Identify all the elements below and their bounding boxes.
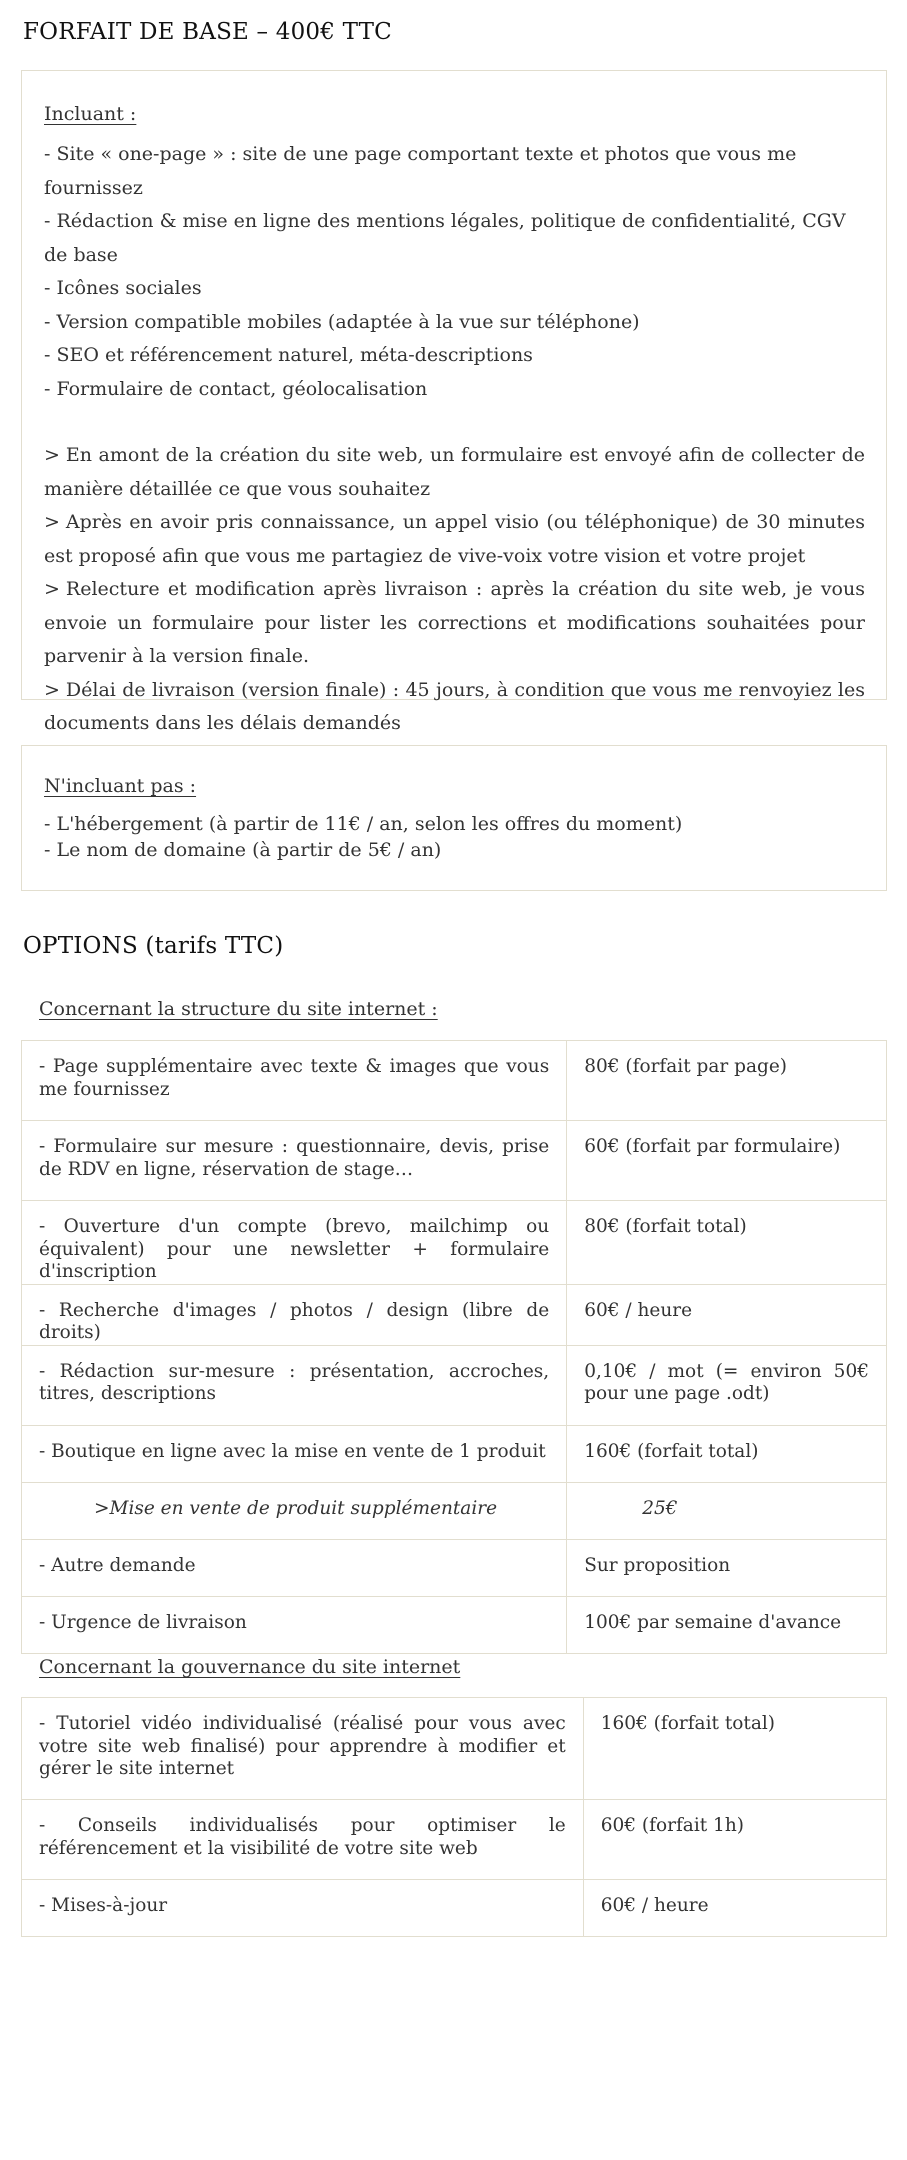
options-title: OPTIONS (tarifs TTC) (23, 933, 284, 959)
including-item: - SEO et référencement naturel, méta-descriptions (44, 344, 533, 366)
structure-subtitle: Concernant la structure du site internet : (39, 998, 438, 1020)
table-row (22, 1880, 887, 1937)
option-price: 60€ (forfait par formulaire) (567, 1121, 887, 1201)
option-price: 25€ (567, 1482, 887, 1539)
table-row (22, 1201, 887, 1285)
table-row (22, 1345, 887, 1425)
including-label: Incluant : (44, 103, 137, 125)
including-item: - Site « one-page » : site de une page comportant texte et photos que vous me fournissez (44, 143, 797, 199)
option-price: 60€ / heure (567, 1284, 887, 1345)
option-price: 160€ (forfait total) (583, 1698, 886, 1800)
option-price: 0,10€ / mot (= environ 50€ pour une page .odt) (567, 1345, 887, 1425)
table-row (22, 1800, 887, 1880)
option-description: - Rédaction sur-mesure : présentation, accroches, titres, descriptions (22, 1345, 567, 1425)
option-description: - Autre demande (22, 1539, 567, 1596)
excluding-label: N'incluant pas : (44, 775, 197, 797)
option-price: 80€ (forfait total) (567, 1201, 887, 1285)
excluding-item: - Le nom de domaine (à partir de 5€ / an) (44, 839, 442, 861)
including-item: - Rédaction & mise en ligne des mentions légales, politique de confidentialité, CGV de base (44, 210, 846, 266)
table-row (22, 1539, 887, 1596)
option-description: - Formulaire sur mesure : questionnaire, devis, prise de RDV en ligne, réservation de stage… (22, 1121, 567, 1201)
option-price: 100€ par semaine d'avance (567, 1596, 887, 1653)
process-step: > Relecture et modification après livraison : après la création du site web, je vous envoie un formulaire pour lister les corrections et modifications souhaitées pour parvenir à la version finale. (44, 578, 865, 667)
excluding-box (21, 745, 887, 891)
option-price: 80€ (forfait par page) (567, 1041, 887, 1121)
governance-subtitle: Concernant la gouvernance du site internet (39, 1656, 461, 1678)
excluding-item: - L'hébergement (à partir de 11€ / an, selon les offres du moment) (44, 813, 683, 835)
option-description: - Conseils individualisés pour optimiser le référencement et la visibilité de votre site web (22, 1800, 584, 1880)
forfait-title: FORFAIT DE BASE – 400€ TTC (23, 19, 392, 45)
option-description: >Mise en vente de produit supplémentaire (22, 1482, 567, 1539)
option-description: - Page supplémentaire avec texte & images que vous me fournissez (22, 1041, 567, 1121)
table-row (22, 1041, 887, 1121)
table-row (22, 1482, 887, 1539)
table-row (22, 1596, 887, 1653)
option-price: 60€ / heure (583, 1880, 886, 1937)
process-step: > Délai de livraison (version finale) : 45 jours, à condition que vous me renvoyiez les documents dans les délais demandés (44, 678, 865, 734)
option-price: 160€ (forfait total) (567, 1425, 887, 1482)
structure-price-table (21, 1040, 887, 1654)
table-row (22, 1284, 887, 1345)
table-row (22, 1425, 887, 1482)
including-item: - Icônes sociales (44, 277, 202, 299)
option-description: - Recherche d'images / photos / design (libre de droits) (22, 1284, 567, 1345)
process-step: > En amont de la création du site web, un formulaire est envoyé afin de collecter de manière détaillée ce que vous souhaitez (44, 444, 865, 500)
option-description: - Tutoriel vidéo individualisé (réalisé pour vous avec votre site web finalisé) pour apprendre à modifier et gérer le site internet (22, 1698, 584, 1800)
option-price: 60€ (forfait 1h) (583, 1800, 886, 1880)
option-price: Sur proposition (567, 1539, 887, 1596)
table-row (22, 1121, 887, 1201)
governance-price-table (21, 1697, 887, 1937)
including-item: - Formulaire de contact, géolocalisation (44, 377, 428, 400)
including-item: - Version compatible mobiles (adaptée à la vue sur téléphone) (44, 310, 640, 333)
option-description: - Ouverture d'un compte (brevo, mailchimp ou équivalent) pour une newsletter + formulaire d'inscription (22, 1201, 567, 1285)
process-step: > Après en avoir pris connaissance, un appel visio (ou téléphonique) de 30 minutes est proposé afin que vous me partagiez de vive-voix votre vision et votre projet (44, 511, 865, 567)
option-description: - Mises-à-jour (22, 1880, 584, 1937)
table-row (22, 1698, 887, 1800)
option-description: - Urgence de livraison (22, 1596, 567, 1653)
option-description: - Boutique en ligne avec la mise en vente de 1 produit (22, 1425, 567, 1482)
including-box (21, 70, 887, 734)
